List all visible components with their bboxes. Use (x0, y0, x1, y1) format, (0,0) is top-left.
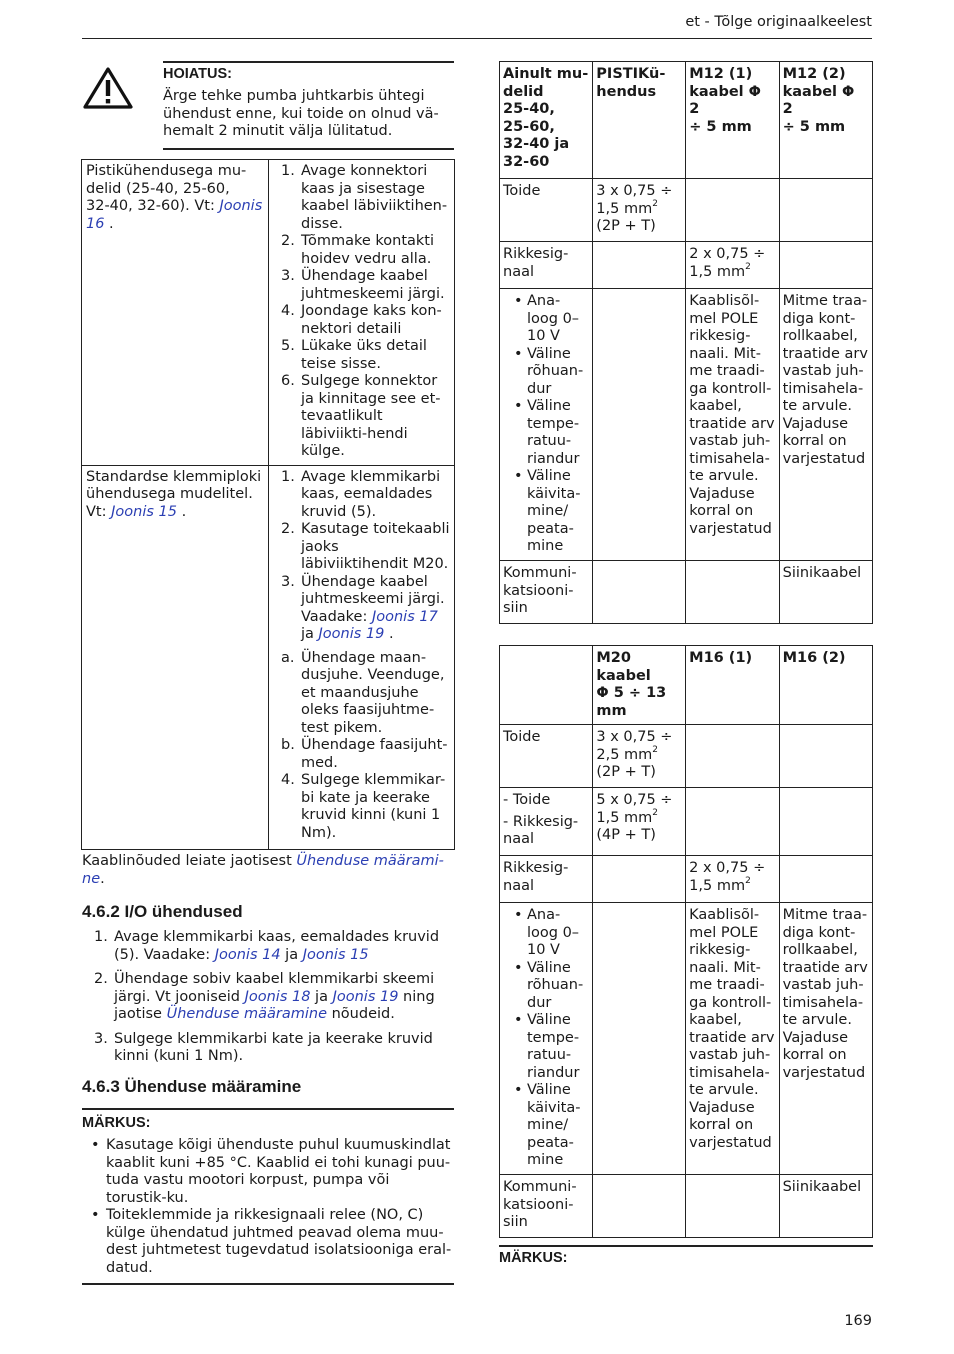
list-item: • Väline tempe- ratuu- riandur (503, 1012, 589, 1082)
header-rule (82, 38, 872, 39)
section-heading-connection: 4.6.3 Ühenduse määramine (82, 1077, 302, 1096)
list-item: 3. Sulgege klemmikarbi kate ja keerake kruvid kinni (kuni 1 Nm). (94, 1030, 433, 1064)
table-cell: Standardse klemmiploki ühendusega mudelitel. Vt: Joonis 15 . (82, 465, 269, 849)
link-joonis-14[interactable]: Joonis 14 (214, 946, 281, 963)
list-item: • Toiteklemmide ja rikkesignaali relee (NO, C) külge ühendatud juhtmed peavad olema muu-dest juhtmetest tugevdatud isolatsiooniga eral-datud. (82, 1207, 454, 1277)
list-item: 1. Avage klemmikarbi kaas, eemaldades kruvid (5). Vaadake: Joonis 14 ja Joonis 15 (94, 929, 440, 963)
table-cell: Siinikaabel (779, 1175, 872, 1238)
table-cell: Kaablisõl- mel POLE rikkesig- naali. Mit- me traadi- ga kontroll- kaabel, traatide arv vastab juh- timisahela- te arvule. Vajaduse korral on varjestatud (686, 903, 779, 1175)
warning-rule-top (163, 61, 454, 63)
list-item: 1. Avage konnektori kaas ja sisestage kaabel läbiviiktihen-disse. (281, 163, 448, 232)
table-cell (779, 725, 872, 788)
table-cell (500, 903, 593, 1175)
warning-body: Ärge tehke pumba juhtkarbis ühtegi ühendust enne, kui toide on olnud vä- hemalt 2 minutit välja lülitatud. (163, 88, 439, 139)
table-cell: Toide (500, 179, 593, 242)
table-cell (269, 465, 455, 849)
list-item: 4. Sulgege klemmikar-bi kate ja keerake kruvid kinni (kuni 1 Nm). (281, 772, 446, 841)
table-header-cell: M12 (2) kaabel Φ 2 ÷ 5 mm (779, 62, 872, 179)
table-header-cell: Ainult mu- delid 25-40, 25-60, 32-40 ja 32-60 (500, 62, 593, 179)
table-cell (593, 1175, 686, 1238)
table-cell (500, 289, 593, 561)
table-cell (269, 160, 455, 466)
link-joonis-17[interactable]: Joonis 17 (371, 608, 438, 625)
table-cell: 3 x 0,75 ÷ 2,5 $mm^2$ (2P + T) (593, 725, 686, 788)
table-cell (686, 1175, 779, 1238)
table-cell: Kommuni- katsiooni- siin (500, 561, 593, 624)
list-item: • Väline rõhuan- dur (503, 346, 589, 399)
io-steps (82, 929, 454, 1073)
signal-list (503, 907, 589, 1170)
table-cell (779, 179, 872, 242)
table-row (500, 788, 873, 856)
list-item: • Ana- loog 0– 10 V (503, 293, 589, 346)
table-cell (686, 561, 779, 624)
table-cell (779, 856, 872, 903)
link-joonis-18[interactable]: Joonis 18 (244, 988, 311, 1005)
table-cell (593, 289, 686, 561)
warning-title: HOIATUS: (163, 66, 233, 82)
table-cell: Toide (500, 725, 593, 788)
cable-spec-table-2 (499, 645, 873, 1238)
list-item: 3. Ühendage kaabel juhtmeskeemi järgi. (281, 268, 445, 302)
table-row (500, 725, 873, 788)
table-cell (593, 561, 686, 624)
table-header-cell: M16 (2) (779, 646, 872, 725)
list-item: • Väline käivita- mine/ peata- mine (503, 468, 589, 556)
table-cell: Siinikaabel (779, 561, 872, 624)
connection-procedure-table (81, 159, 455, 850)
table-cell (593, 903, 686, 1175)
table-header-cell: PISTIKü- hendus (593, 62, 686, 179)
table-cell: 5 x 0,75 ÷ 1,5 $mm^2$ (4P + T) (593, 788, 686, 856)
substep-list (273, 650, 450, 843)
list-item: b. Ühendage faasijuht-med. (281, 737, 448, 771)
table-header-cell: M20 kaabel Φ 5 ÷ 13 mm (593, 646, 686, 725)
step-list (273, 469, 450, 644)
table-row (500, 1175, 873, 1238)
list-item: 5. Lükake üks detail teise sisse. (281, 338, 427, 372)
table-cell: 2 x 0,75 ÷ 1,5 $mm^2$ (686, 242, 779, 289)
link-joonis-15[interactable]: Joonis 15 (111, 503, 177, 520)
table-header-cell: M12 (1) kaabel Φ 2 ÷ 5 mm (686, 62, 779, 179)
table-header-cell: M16 (1) (686, 646, 779, 725)
list-item: a. Ühendage maan-dusjuhe. Veenduge, et maandusjuhe oleks faasijuhtme-test pikem. (281, 649, 445, 736)
step-list (273, 163, 450, 461)
right-note-rule (499, 1245, 873, 1247)
table-cell: Rikkesig- naal (500, 856, 593, 903)
table-cell (686, 788, 779, 856)
note-rule-bottom (82, 1283, 454, 1285)
link-uhenduse-maaramine[interactable]: Ühenduse määrami- ne (82, 853, 444, 887)
list-item: 6. Sulgege konnektor ja kinnitage see et-tevaatlikult läbiviikti-hendi külge. (281, 373, 441, 459)
table-cell: Pistikühendusega mu- delid (25-40, 25-60, 32-40, 32-60). Vt: Joonis 16 . (82, 160, 269, 466)
table-row (500, 856, 873, 903)
cable-requirements-note: Kaablinõuded leiate jaotisest Ühenduse määrami- ne. (82, 853, 444, 887)
link-joonis-19[interactable]: Joonis 19 (318, 626, 385, 642)
note-rule-top (82, 1108, 454, 1110)
link-joonis-16[interactable]: Joonis 16 (86, 198, 263, 232)
table-cell (593, 856, 686, 903)
list-item: 2. Tõmmake kontakti hoidev vedru alla. (281, 233, 434, 267)
table-row (500, 289, 873, 561)
table-header-row (500, 646, 873, 725)
signal-list (503, 293, 589, 556)
table-cell: Mitme traa- diga kont- rollkaabel, traatide arv vastab juh- timisahela- te arvule. Vajaduse korral on varjestatud (779, 903, 872, 1175)
note-list (82, 1137, 454, 1277)
table-cell (686, 179, 779, 242)
row-label: Pistikühendusega mu- delid (25-40, 25-60, 32-40, 32-60). Vt: (86, 163, 247, 214)
table-cell: 3 x 0,75 ÷ 1,5 $mm^2$ (2P + T) (593, 179, 686, 242)
table-row (500, 242, 873, 289)
table-cell (686, 725, 779, 788)
table-header-cell (500, 646, 593, 725)
row-label: Standardse klemmiploki ühendusega mudelitel. Vt: (86, 468, 262, 520)
table-row (500, 903, 873, 1175)
list-item: • Väline käivita- mine/ peata- mine (503, 1082, 589, 1170)
link-joonis-19[interactable]: Joonis 19 (332, 988, 399, 1005)
list-item: 3. Ühendage kaabel juhtmeskeemi järgi. Vaadake: Joonis 17 ja Joonis 19 . (281, 573, 445, 642)
list-item: 2. Ühendage sobiv kaabel klemmikarbi skeemi järgi. Vt jooniseid Joonis 18 ja Joonis 19 ning jaotise Ühenduse määramine nõudeid. (94, 971, 435, 1022)
table-cell: Rikkesig- naal (500, 242, 593, 289)
link-joonis-15[interactable]: Joonis 15 (302, 946, 369, 963)
warning-triangle-icon (82, 66, 134, 110)
list-item: 2. Kasutage toitekaabli jaoks läbiviiktihendit M20. (281, 521, 450, 572)
section-heading-io: 4.6.2 I/O ühendused (82, 902, 243, 921)
table-cell: Kaablisõl- mel POLE rikkesig- naali. Mit- me traadi- ga kontroll- kaabel, traatide arv vastab juh- timisahela- te arvule. Vajaduse korral on varjestatud (686, 289, 779, 561)
note-title: MÄRKUS: (82, 1115, 151, 1131)
list-item: • Väline tempe- ratuu- riandur (503, 398, 589, 468)
table-row (500, 179, 873, 242)
table-cell: Mitme traa- diga kont- rollkaabel, traatide arv vastab juh- timisahela- te arvule. Vajaduse korral on varjestatud (779, 289, 872, 561)
list-item: 1. Avage klemmikarbi kaas, eemaldades kruvid (5). (281, 468, 441, 520)
list-item: • Väline rõhuan- dur (503, 960, 589, 1013)
table-cell (779, 242, 872, 289)
running-header: et - Tõlge originaalkeelest (685, 14, 872, 30)
table-cell (593, 242, 686, 289)
table-row (82, 465, 455, 849)
table-header-row (500, 62, 873, 179)
right-note-title: MÄRKUS: (499, 1250, 568, 1266)
table-row (82, 160, 455, 466)
warning-rule-bottom (163, 148, 454, 150)
list-item: • Kasutage kõigi ühenduste puhul kuumuskindlat kaablit kuni +85 °C. Kaablid ei tohi kunagi puu-tuda vastu mootori korpust, pumpa või torustik-ku. (82, 1137, 454, 1207)
table-cell: - Toide - Rikkesig- naal (500, 788, 593, 856)
cable-spec-table-1 (499, 61, 873, 624)
link-uhenduse-maaramine[interactable]: Ühenduse määramine (166, 1006, 327, 1022)
table-row (500, 561, 873, 624)
table-cell: 2 x 0,75 ÷ 1,5 $mm^2$ (686, 856, 779, 903)
table-cell (779, 788, 872, 856)
list-item: • Ana- loog 0– 10 V (503, 907, 589, 960)
table-cell: Kommuni- katsiooni- siin (500, 1175, 593, 1238)
page-number: 169 (844, 1313, 872, 1329)
list-item: 4. Joondage kaks kon-nektori detaili (281, 303, 442, 337)
